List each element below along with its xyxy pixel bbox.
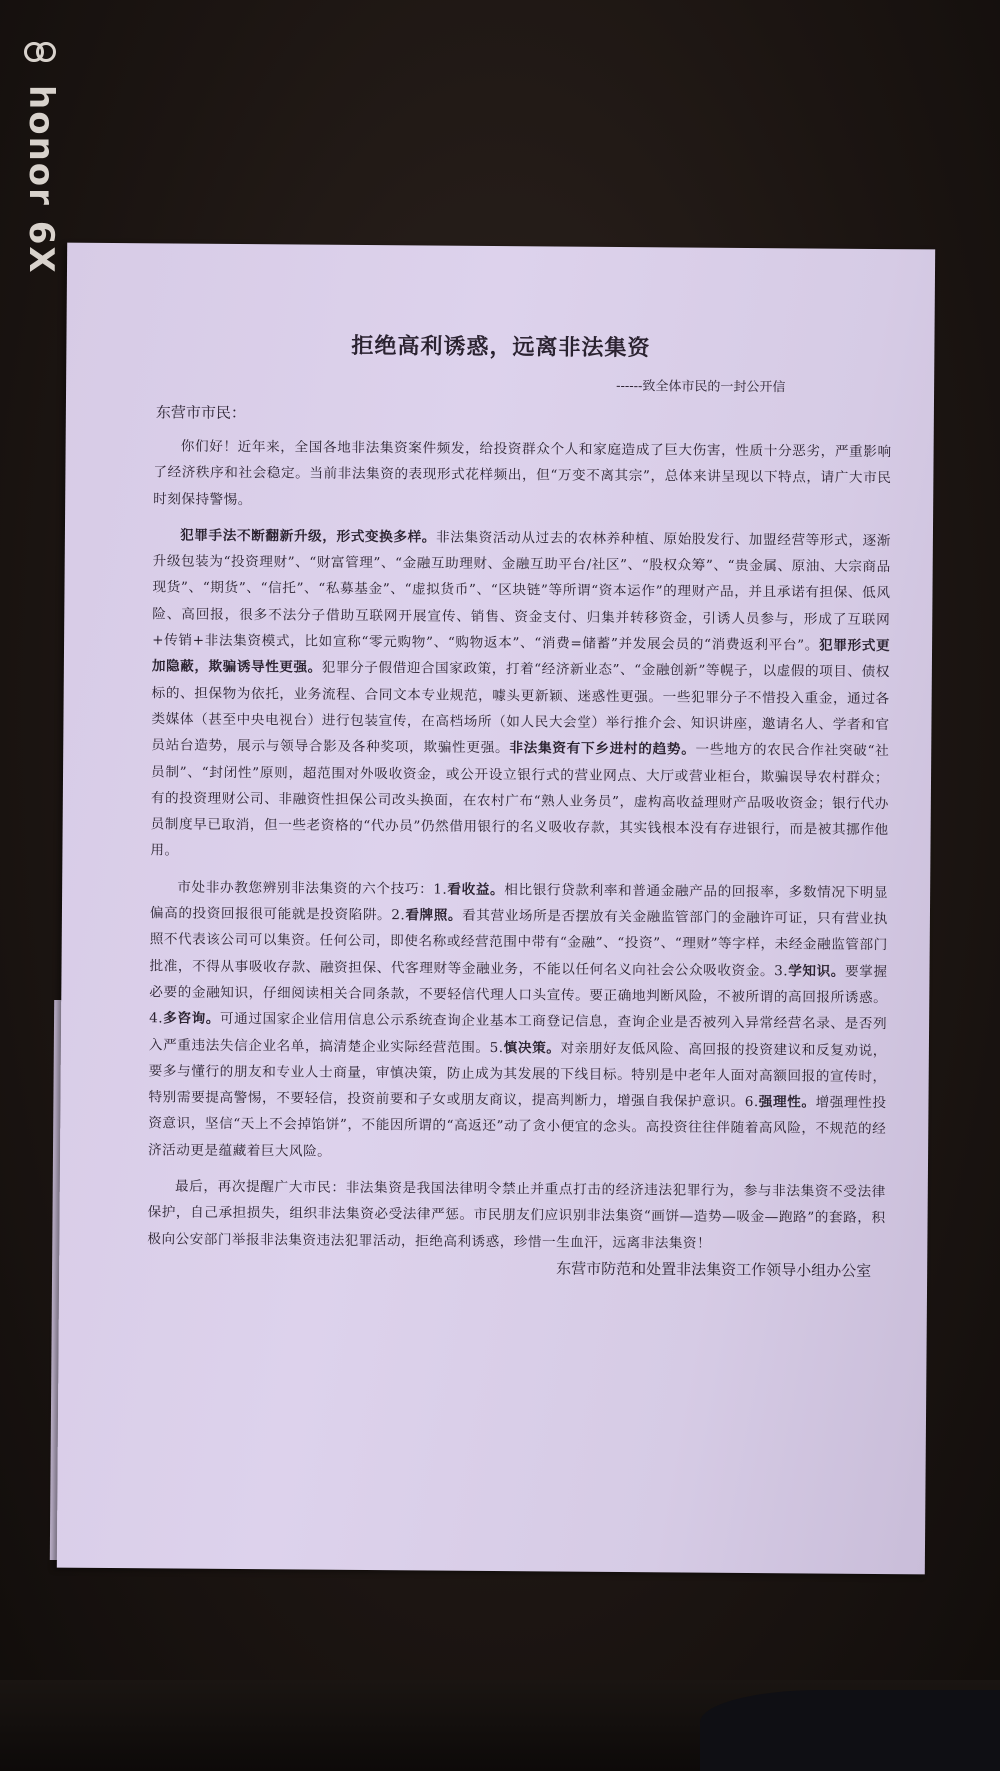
paragraph-closing: 最后，再次提醒广大市民：非法集资是我国法律明令禁止并重点打击的经济违法犯罪行为，参与非法集资不受法律保护，自己承担损失，组织非法集资必受法律严惩。市民朋友们应识别非法集资“画饼—造势—吸金—跑路”的套路，积极向公安部门举报非法集资违法犯罪活动，拒绝高利诱惑，珍惜一生血汗，远离非法集资！	[147, 1178, 886, 1252]
bold-phrase: 看收益。	[447, 881, 505, 898]
bold-phrase: 非法集资有下乡进村的趋势。	[509, 740, 696, 758]
salutation: 东营市市民：	[155, 403, 246, 423]
paragraph-intro: 你们好！近年来，全国各地非法集资案件频发，给投资群众个人和家庭造成了巨大伤害，性质十分恶劣，严重影响了经济秩序和社会稳定。当前非法集资的表现形式花样频出，但“万变不离其宗”，总体来讲呈现以下特点，请广大市民时刻保持警惕。	[153, 438, 892, 508]
camera-watermark	[6, 40, 66, 275]
paragraph-text: 犯罪分子假借迎合国家政策，打着“经济新业态”、“金融创新”等幌子，以虚假的项目、债权标的、担保物为依托，业务流程、合同文本专业规范，噱头更新颖、迷惑性更强。一些犯罪分子不惜投入重金，通过各类媒体（甚至中央电视台）进行包装宣传，在高档场所（如人民大会堂）举行推介会、知识讲座，邀请名人、学者和官员站台造势，展示与领导合影及各种奖项，欺骗性更强。	[151, 659, 890, 757]
honor-camera-logo-icon	[24, 40, 54, 66]
paragraph-text: 增强理性投资意识，坚信“天上不会掉馅饼”，不能因所谓的“高返还”动了贪小便宜的念头。高投资往往伴随着高风险，不规范的经济活动更是蕴藏着巨大风险。	[148, 1094, 887, 1160]
paragraph-characteristics	[150, 522, 891, 870]
bold-phrase: 学知识。	[788, 962, 846, 980]
background-object	[700, 1690, 1000, 1771]
paragraph-text: 要掌握必要的金融知识，仔细阅读相关合同条款，不要轻信代理人口头宣传。要正确地判断风险，不被所谓的高回报所诱惑。4.	[149, 963, 888, 1027]
signature-issuer: 东营市防范和处置非法集资工作领导小组办公室	[556, 1259, 872, 1280]
document-subtitle: ------致全体市民的一封公开信	[616, 378, 786, 396]
bold-phrase: 犯罪形式更加隐蔽，欺骗诱导性更强。	[151, 637, 891, 676]
paragraph-text: 看其营业场所是否摆放有关金融监管部门的金融许可证，只有营业执照不代表该公司可以集资。任何公司，即使名称或经营范围中带有“金融”、“投资”、“理财”等字样，未经金融监管部门批准，不得从事吸收存款、融资担保、代客理财等金融业务，不能以任何名义向社会公众吸收资金。3.	[149, 907, 888, 979]
paragraph-text: 可通过国家企业信用信息公示系统查询企业基本工商登记信息，查询企业是否被列入异常经营名录、是否列入严重违法失信企业名单，搞清楚企业实际经营范围。5.	[148, 1011, 888, 1056]
bold-phrase: 多咨询。	[163, 1010, 221, 1028]
letter-paper	[57, 243, 935, 1575]
paragraph-text: 一些地方的农民合作社突破“社员制”、“封闭性”原则，超范围对外吸收资金，或公开设立银行式的营业网点、大厅或营业柜台，欺骗误导农村群众；有的投资理财公司、非融资性担保公司改头换面，在农村广布“熟人业务员”，虚构高收益理财产品吸收资金；银行代办员制度早已取消，但一些老资格的“代办员”仍然借用银行的名义吸收存款，其实钱根本没有存进银行，而是被其挪作他用。	[150, 741, 890, 859]
paragraph-six-tips	[148, 874, 888, 1169]
paragraph-text: 相比银行贷款利率和普通金融产品的回报率，多数情况下明显偏高的投资回报很可能就是投资陷阱。2.	[149, 881, 889, 924]
bold-phrase: 慎决策。	[503, 1039, 561, 1057]
paragraph-text: 非法集资活动从过去的农林养种植、原始股发行、加盟经营等形式，逐渐升级包装为“投资理财”、“财富管理”、“金融互助理财、金融互助平台/社区”、“股权众筹”、“贵金属、原油、大宗商品现货”、“期货”、“信托”、“私募基金”、“虚拟货币”、“区块链”等所谓“资本运作”的理财产品，并且承诺有担保、低风险、高回报，很多不法分子借助互联网开展宣传、销售、资金支付、归集并转移资金，引诱人员参与，形成了互联网+传销+非法集资模式，比如宣称“零元购物”、“购物返本”、“消费=储蓄”并发展会员的“消费返利平台”。	[152, 529, 891, 654]
paragraph-text: 市处非办教您辨别非法集资的六个技巧：1.	[177, 879, 448, 898]
document-title: 拒绝高利诱惑，远离非法集资	[351, 332, 651, 362]
bold-phrase: 强理性。	[758, 1094, 816, 1111]
bold-phrase: 犯罪手法不断翻新升级，形式变换多样。	[180, 527, 437, 546]
paragraph-text: 对亲朋好友低风险、高回报的投资建议和反复劝说，要多与懂行的朋友和专业人士商量，审慎决策，防止成为其发展的下线目标。特别是中老年人面对高额回报的宣传时，特别需要提高警惕，不要轻信，投资前要和子女或朋友商议，提高判断力，增强自我保护意识。6.	[148, 1040, 887, 1111]
letter-body	[147, 433, 891, 1258]
watermark-text: honor 6X	[21, 85, 61, 275]
bold-phrase: 看牌照。	[405, 907, 463, 924]
